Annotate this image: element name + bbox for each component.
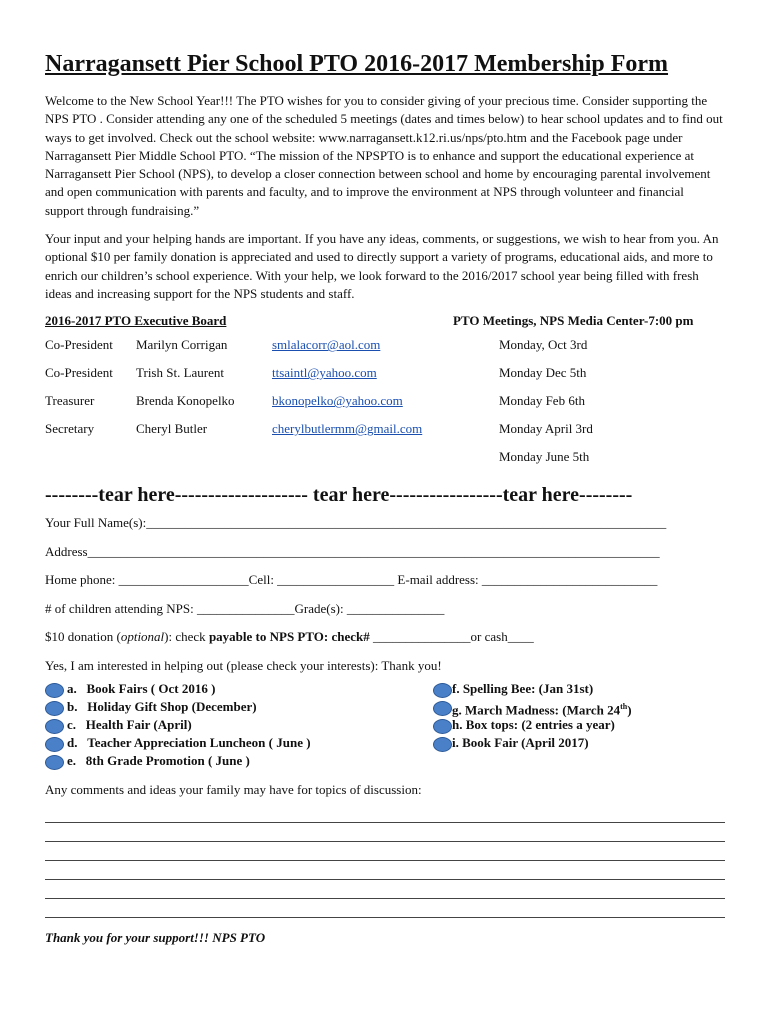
children-grade-field[interactable]: # of children attending NPS: _______________Grade(s): _______________	[45, 600, 445, 616]
intro-paragraph: Welcome to the New School Year!!! The PTO wishes for you to consider giving of your precious time. Consider supporting the NPS PTO . Consider attending any one of the scheduled 5 meetings (dates and times below) to hear school updates and to find out ways to get involved. Check out the school website: www.narragansett.k12.ri.us/nps/pto.htm and the Facebook page under Narragansett Pier Middle School PTO. “The mission of the NPSPTO is to enhance and support the educational experience at Narragansett Pier School (NPS), to develop a closer connection between school and home by encouraging parental involvement and open communication with parents and faculty, and to improve the environment at NPS through volunteer and financial support through fundraising.”	[45, 93, 723, 218]
interests-checklist	[45, 680, 725, 776]
interest-letter: b.	[67, 699, 78, 715]
membership-form	[45, 50, 725, 946]
comment-line[interactable]	[45, 843, 725, 861]
checkbox-i[interactable]	[433, 737, 452, 752]
interest-item: i. Book Fair (April 2017)	[452, 735, 589, 751]
donation-field[interactable]	[45, 623, 725, 652]
meeting-date: Monday Dec 5th	[499, 365, 587, 381]
checkbox-a[interactable]	[45, 683, 64, 698]
interest-item	[452, 698, 632, 716]
meeting-date: Monday, Oct 3rd	[499, 337, 588, 353]
comments-prompt: Any comments and ideas your family may have for topics of discussion:	[45, 782, 422, 798]
meetings-heading: PTO Meetings, NPS Media Center-7:00 pm	[453, 313, 694, 329]
comment-line[interactable]	[45, 805, 725, 823]
board-name: Trish St. Laurent	[136, 365, 224, 381]
board-email-link[interactable]: bkonopelko@yahoo.com	[272, 393, 403, 409]
board-role: Secretary	[45, 421, 95, 437]
checkbox-b[interactable]	[45, 701, 64, 716]
board-name: Marilyn Corrigan	[136, 337, 228, 353]
board-name: Cheryl Butler	[136, 421, 208, 437]
interest-item	[67, 698, 257, 716]
meeting-date: Monday April 3rd	[499, 421, 593, 437]
board-row	[45, 359, 725, 387]
interest-item: h. Box tops: (2 entries a year)	[452, 717, 615, 733]
interest-label: g. March Madness: (March 24	[452, 702, 621, 718]
meeting-date: Monday June 5th	[499, 449, 590, 465]
interest-item: f. Spelling Bee: (Jan 31st)	[452, 681, 594, 697]
board-header	[45, 313, 725, 331]
interest-letter: d.	[67, 735, 78, 751]
address-field[interactable]: Address________________________________________________________________________________________	[45, 543, 660, 559]
board-row	[45, 387, 725, 415]
interest-label: Holiday Gift Shop (December)	[87, 699, 257, 715]
interest-letter: a.	[67, 681, 77, 697]
interest-label: Health Fair (April)	[85, 717, 192, 733]
checkbox-e[interactable]	[45, 755, 64, 770]
comment-line[interactable]	[45, 900, 725, 918]
donation-payable: payable to NPS PTO: check#	[208, 629, 370, 645]
full-name-field[interactable]: Your Full Name(s):________________________________________________________________________________	[45, 515, 667, 531]
checkbox-c[interactable]	[45, 719, 64, 734]
comment-line[interactable]	[45, 862, 725, 880]
comments-area[interactable]	[45, 805, 725, 918]
interest-label: Book Fairs ( Oct 2016 )	[86, 681, 216, 697]
board-email-link[interactable]: smlalacorr@aol.com	[272, 337, 381, 353]
board-email-link[interactable]: ttsaintl@yahoo.com	[272, 365, 377, 381]
interest-item	[67, 716, 192, 734]
interest-label: Teacher Appreciation Luncheon ( June )	[87, 735, 311, 751]
board-row	[45, 443, 725, 471]
checkbox-h[interactable]	[433, 719, 452, 734]
donation-text: $10 donation (	[45, 629, 121, 645]
thank-you-note: Thank you for your support!!! NPS PTO	[45, 929, 266, 945]
interest-item	[67, 680, 215, 698]
interests-intro: Yes, I am interested in helping out (please check your interests): Thank you!	[45, 657, 442, 673]
donation-blanks: _______________or cash____	[369, 629, 534, 645]
board-table	[45, 331, 725, 471]
meeting-date: Monday Feb 6th	[499, 393, 585, 409]
tear-line: --------tear here-------------------- tear here-----------------tear here--------	[45, 484, 633, 507]
phone-email-field[interactable]: Home phone: ____________________Cell: __________________ E-mail address: ___________________________	[45, 572, 658, 588]
checkbox-g[interactable]	[433, 701, 452, 716]
comment-line[interactable]	[45, 881, 725, 899]
comment-line[interactable]	[45, 824, 725, 842]
checkbox-f[interactable]	[433, 683, 452, 698]
board-name: Brenda Konopelko	[136, 393, 235, 409]
board-role: Treasurer	[45, 393, 95, 409]
interest-item	[67, 752, 250, 770]
interest-letter: e.	[67, 753, 77, 769]
board-row	[45, 415, 725, 443]
checkbox-d[interactable]	[45, 737, 64, 752]
board-role: Co-President	[45, 337, 113, 353]
page-title: Narragansett Pier School PTO 2016-2017 Membership Form	[45, 51, 669, 77]
board-email-link[interactable]: cherylbutlermm@gmail.com	[272, 421, 423, 437]
board-role: Co-President	[45, 365, 113, 381]
input-paragraph: Your input and your helping hands are important. If you have any ideas, comments, or suggestions, we wish to hear from you. An optional $10 per family donation is appreciated and used to directly support a variety of programs, educational aids, and more to enrich our children’s school experience. With your help, we look forward to the 2016/2017 school year being filled with fresh ideas and increasing support for the NPS students and staff.	[45, 231, 719, 301]
interest-letter: c.	[67, 717, 77, 733]
interest-label: 8th Grade Promotion ( June )	[85, 753, 250, 769]
interest-close: )	[627, 702, 632, 718]
interest-sup: th	[620, 702, 628, 712]
board-row	[45, 331, 725, 359]
donation-check-text: ): check	[164, 629, 209, 645]
donation-optional: optional	[120, 629, 165, 645]
board-heading: 2016-2017 PTO Executive Board	[45, 313, 227, 329]
interest-item	[67, 734, 311, 752]
